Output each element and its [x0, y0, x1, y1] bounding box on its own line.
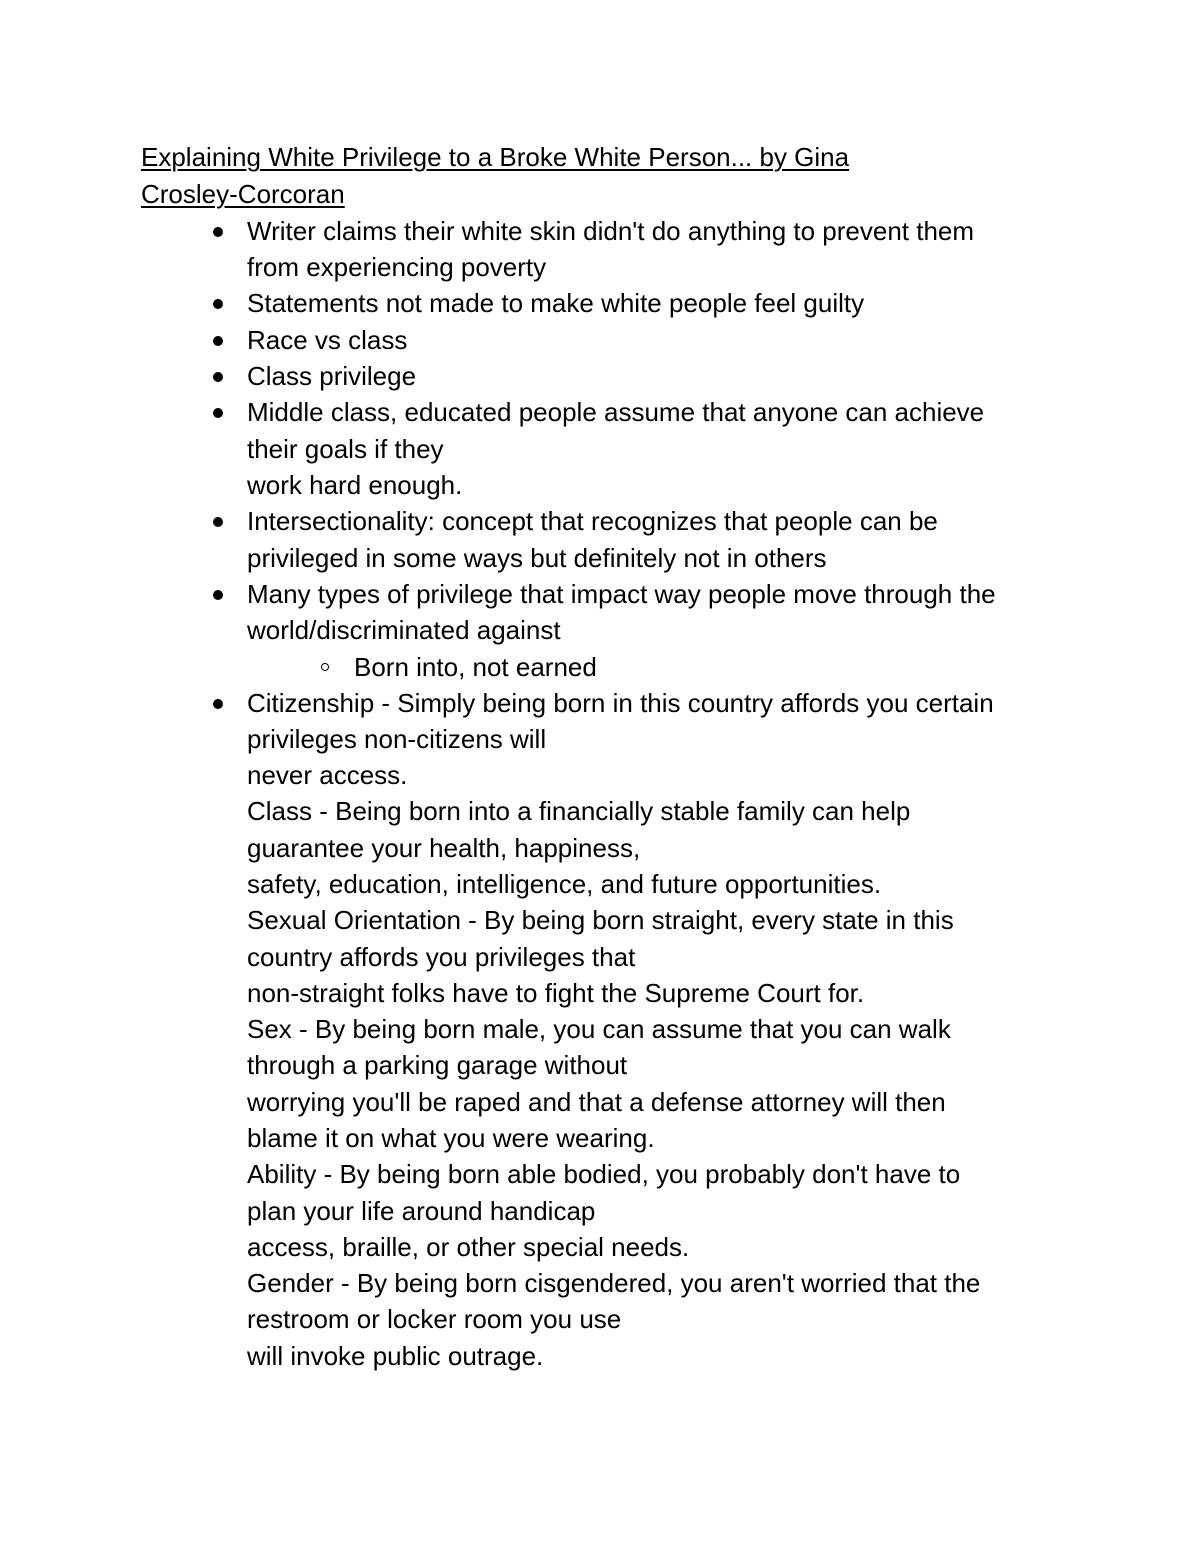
text-line: never access. [247, 760, 408, 790]
bullet-icon [213, 299, 223, 309]
text-line: Ability - By being born able bodied, you probably don't have to [247, 1159, 961, 1189]
text-line: Born into, not earned [354, 652, 597, 682]
bullet-icon [213, 372, 223, 382]
text-line: their goals if they [247, 434, 444, 464]
text-line: Race vs class [247, 325, 408, 355]
text-line: safety, education, intelligence, and future opportunities. [247, 869, 882, 899]
text-line: worrying you'll be raped and that a defense attorney will then [247, 1087, 946, 1117]
text-line: Class privilege [247, 361, 417, 391]
text-line: Class - Being born into a financially stable family can help [247, 796, 911, 826]
text-line: privileged in some ways but definitely not in others [247, 543, 827, 573]
text-line: plan your life around handicap [247, 1196, 596, 1226]
text-line: from experiencing poverty [247, 252, 547, 282]
text-line: country affords you privileges that [247, 942, 636, 972]
bullet-icon [213, 517, 223, 527]
text-line: will invoke public outrage. [247, 1341, 544, 1371]
text-line: Statements not made to make white people feel guilty [247, 288, 865, 318]
text-line: Middle class, educated people assume that anyone can achieve [247, 397, 985, 427]
bullet-icon [213, 336, 223, 346]
title-line-1: Explaining White Privilege to a Broke White Person... by Gina [141, 142, 850, 172]
document-title [141, 139, 1041, 212]
text-line: work hard enough. [247, 470, 463, 500]
text-line: world/discriminated against [247, 615, 561, 645]
bullet-icon [213, 227, 223, 237]
bullet-icon [213, 699, 223, 709]
text-line: Many types of privilege that impact way people move through the [247, 579, 996, 609]
bullet-icon [213, 408, 223, 418]
title-line-2: Crosley-Corcoran [141, 178, 345, 209]
text-line: restroom or locker room you use [247, 1304, 622, 1334]
text-line: Sex - By being born male, you can assume that you can walk [247, 1014, 951, 1044]
text-line: non-straight folks have to fight the Supreme Court for. [247, 978, 865, 1008]
text-line: privileges non-citizens will [247, 724, 547, 754]
text-line: Sexual Orientation - By being born straight, every state in this [247, 905, 954, 935]
text-line: Citizenship - Simply being born in this country affords you certain [247, 688, 994, 718]
text-line: Intersectionality: concept that recognizes that people can be [247, 506, 938, 536]
text-line: Gender - By being born cisgendered, you aren't worried that the [247, 1268, 981, 1298]
sub-bullet-icon [321, 663, 329, 671]
bullet-icon [213, 590, 223, 600]
text-line: blame it on what you were wearing. [247, 1123, 655, 1153]
text-line: access, braille, or other special needs. [247, 1232, 690, 1262]
text-line: through a parking garage without [247, 1050, 628, 1080]
text-line: guarantee your health, happiness, [247, 833, 641, 863]
text-line: Writer claims their white skin didn't do anything to prevent them [247, 216, 975, 246]
